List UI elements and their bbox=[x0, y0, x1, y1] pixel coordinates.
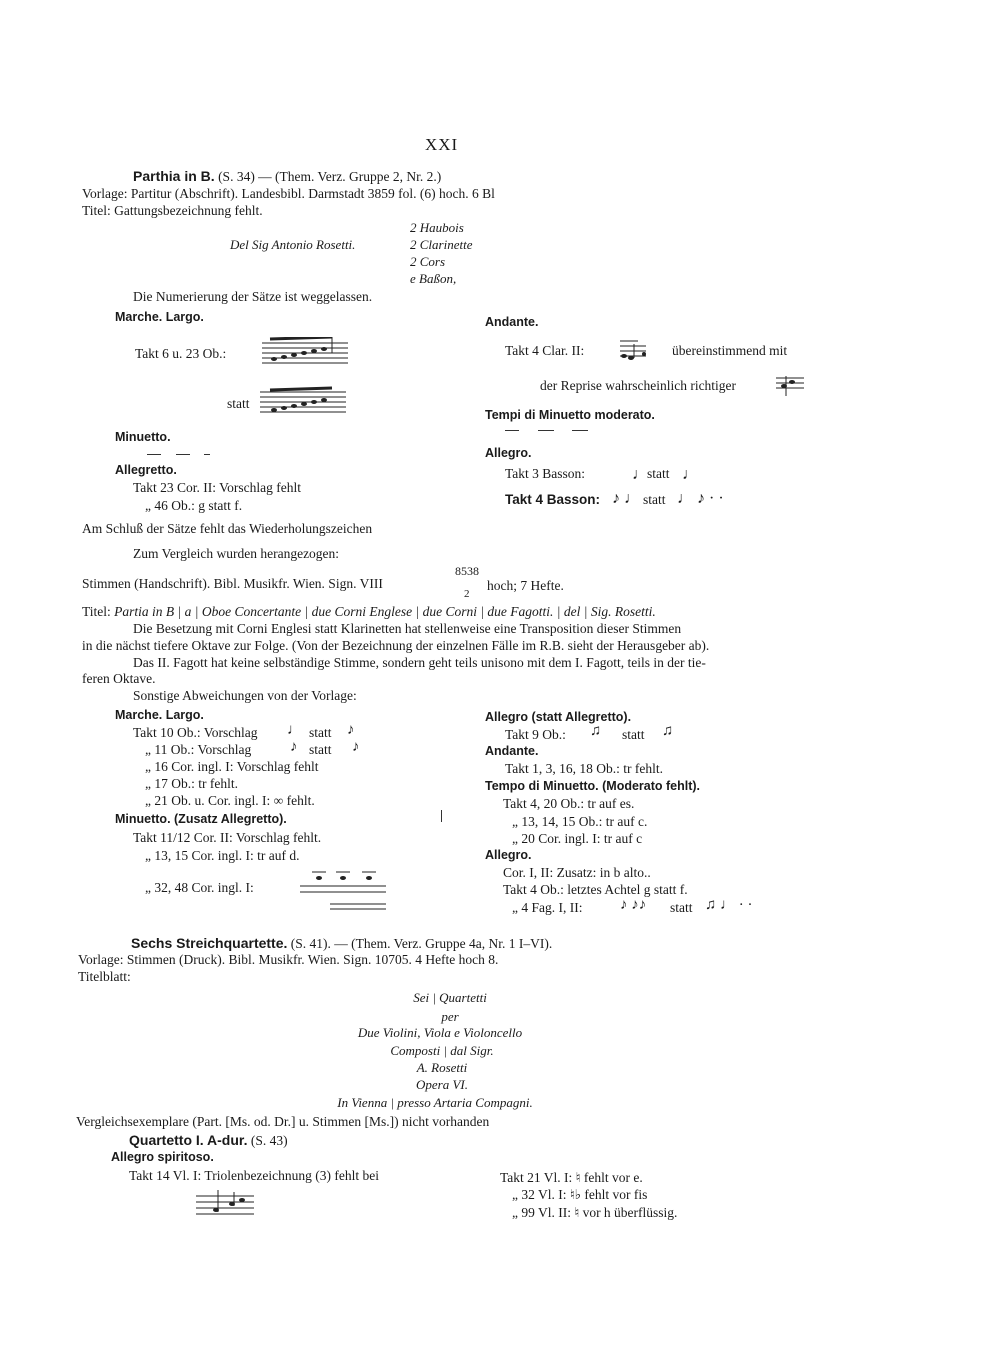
music-notation-excerpt bbox=[262, 337, 348, 369]
note-glyph: ♪ ♪♪ bbox=[620, 897, 647, 913]
lc-line-2: „ 11 Ob.: Vorschlag bbox=[145, 742, 252, 757]
composer-line: Del Sig Antonio Rosetti. bbox=[230, 237, 356, 252]
rc-takt9: Takt 9 Ob.: bbox=[505, 727, 566, 742]
andante-line-1: Takt 4 Clar. II: bbox=[505, 343, 585, 358]
sechs-right-line-1: Takt 21 Vl. I: ♮ fehlt vor e. bbox=[500, 1170, 643, 1185]
note-glyph: ♩ bbox=[287, 722, 302, 738]
sign-numerator: 8538 bbox=[455, 564, 479, 578]
dash bbox=[204, 454, 210, 455]
dash bbox=[147, 454, 161, 455]
parthia-title: Parthia in B. bbox=[133, 168, 215, 184]
rc-allegro-heading: Allegro. bbox=[485, 848, 532, 862]
dash bbox=[505, 430, 519, 431]
tempi-heading: Tempi di Minuetto moderato. bbox=[485, 408, 655, 422]
title-line-3: Due Violini, Viola e Violoncello bbox=[357, 1025, 523, 1040]
takt-6-23: Takt 6 u. 23 Ob.: bbox=[135, 346, 227, 361]
statt-label: statt bbox=[227, 396, 250, 411]
stimmen-rest: hoch; 7 Hefte. bbox=[487, 578, 564, 593]
vergleich-titel bbox=[82, 604, 656, 620]
allegro-line-1: Takt 3 Basson: bbox=[505, 466, 586, 481]
sechs-right-line-2: „ 32 Vl. I: ♮♭ fehlt vor fis bbox=[512, 1187, 648, 1202]
music-notation-excerpt bbox=[772, 372, 806, 398]
dash bbox=[176, 454, 190, 455]
lc-min-line-1: Takt 11/12 Cor. II: Vorschlag fehlt. bbox=[133, 830, 322, 845]
rc-andante-line: Takt 1, 3, 16, 18 Ob.: tr fehlt. bbox=[505, 761, 664, 776]
instrument-3: 2 Cors bbox=[410, 254, 446, 269]
dash bbox=[538, 430, 554, 431]
music-notation-excerpt bbox=[196, 1186, 256, 1220]
rc-allegro-line-3: „ 4 Fag. I, II: bbox=[512, 900, 583, 915]
sechs-title-rest: (S. 41). — (Them. Verz. Gruppe 4a, Nr. 1 I–VI). bbox=[290, 936, 553, 951]
instrument-2: 2 Clarinette bbox=[410, 237, 473, 252]
titel-text: Partia in B | a | Oboe Concertante | due Corni Englese | due Corni | due Fagotti. | del | Sig. Rosetti. bbox=[114, 604, 656, 619]
rc-allegro-statt: Allegro (statt Allegretto). bbox=[485, 710, 632, 724]
allegretto-line-2: „ 46 Ob.: g statt f. bbox=[145, 498, 243, 513]
quartetto-rest: (S. 43) bbox=[250, 1133, 288, 1148]
rc-andante-heading: Andante. bbox=[485, 744, 539, 758]
allegro-line-2-statt: statt bbox=[643, 492, 666, 507]
andante-line-1-rest: übereinstimmend mit bbox=[672, 343, 788, 358]
vergleich-intro: Zum Vergleich wurden herangezogen: bbox=[133, 546, 340, 561]
lc-line-1: Takt 10 Ob.: Vorschlag bbox=[133, 725, 258, 740]
quartetto-heading bbox=[129, 1132, 288, 1149]
lc-minuetto-heading: Minuetto. (Zusatz Allegretto). bbox=[115, 812, 287, 826]
allegretto-line-1: Takt 23 Cor. II: Vorschlag fehlt bbox=[133, 480, 302, 495]
allegro-spiritoso: Allegro spiritoso. bbox=[111, 1150, 214, 1164]
minuetto-heading: Minuetto. bbox=[115, 430, 171, 444]
lc-statt-2: statt bbox=[309, 742, 332, 757]
lc-line-5: „ 21 Ob. u. Cor. ingl. I: ∞ fehlt. bbox=[145, 793, 315, 808]
rc-tempo-line-2: „ 13, 14, 15 Ob.: tr auf c. bbox=[512, 814, 648, 829]
instrument-1: 2 Haubois bbox=[410, 220, 464, 235]
lc-min-line-3: „ 32, 48 Cor. ingl. I: bbox=[145, 880, 254, 895]
note-glyph: ♩ bbox=[632, 466, 648, 483]
sign-denominator: 2 bbox=[464, 588, 470, 600]
title-line-5: A. Rosetti bbox=[416, 1060, 468, 1075]
parthia-heading bbox=[133, 168, 441, 185]
allegro-line-2: Takt 4 Basson: bbox=[505, 492, 601, 507]
sechs-heading-line bbox=[131, 935, 552, 952]
sonstige-line: Sonstige Abweichungen von der Vorlage: bbox=[133, 688, 357, 703]
rc-tempo-line-1: Takt 4, 20 Ob.: tr auf es. bbox=[503, 796, 635, 811]
sechs-vorlage: Vorlage: Stimmen (Druck). Bibl. Musikfr. Wien. Sign. 10705. 4 Hefte hoch 8. bbox=[78, 952, 499, 967]
paragraph-2-line-1: Das II. Fagott hat keine selbständige Stimme, sondern geht teils unisono mit dem I. Fagott, teils in der tie- bbox=[133, 655, 706, 670]
allegro-heading: Allegro. bbox=[485, 446, 532, 460]
title-line-7: In Vienna | presso Artaria Compagni. bbox=[337, 1095, 533, 1110]
schluss-note: Am Schluß der Sätze fehlt das Wiederholungszeichen bbox=[82, 521, 373, 536]
paragraph-2-line-2: feren Oktave. bbox=[82, 671, 156, 686]
allegretto-heading: Allegretto. bbox=[115, 463, 177, 477]
dash bbox=[572, 430, 588, 431]
music-notation-excerpt bbox=[300, 868, 386, 912]
lc-marche-heading: Marche. Largo. bbox=[115, 708, 204, 722]
vergleichsexemplare: Vergleichsexemplare (Part. [Ms. od. Dr.] u. Stimmen [Ms.]) nicht vorhanden bbox=[76, 1114, 490, 1129]
instrument-4: e Baßon, bbox=[410, 271, 457, 286]
title-line-4: Composti | dal Sigr. bbox=[390, 1043, 494, 1058]
sechs-left-line: Takt 14 Vl. I: Triolenbezeichnung (3) fehlt bei bbox=[129, 1168, 380, 1183]
rc-allegro-line-2: Takt 4 Ob.: letztes Achtel g statt f. bbox=[503, 882, 688, 897]
andante-line-2: der Reprise wahrscheinlich richtiger bbox=[540, 378, 737, 393]
page-number: XXI bbox=[425, 135, 459, 154]
note-glyph: ♪ bbox=[352, 739, 360, 755]
note-glyph: ♫ bbox=[590, 723, 602, 739]
rc-statt-2: statt bbox=[670, 900, 693, 915]
title-line-1: Sei | Quartetti bbox=[413, 990, 487, 1005]
parthia-title-rest: (S. 34) — (Them. Verz. Gruppe 2, Nr. 2.) bbox=[218, 169, 442, 184]
allegro-line-1-statt: statt bbox=[647, 466, 670, 481]
note-glyph: ♪ ♩ bbox=[612, 490, 640, 507]
music-notation-excerpt bbox=[260, 386, 346, 418]
sechs-right-line-3: „ 99 Vl. II: ♮ vor h überflüssig. bbox=[512, 1205, 678, 1220]
stimmen-line: Stimmen (Handschrift). Bibl. Musikfr. Wien. Sign. VIII bbox=[82, 576, 383, 591]
column-divider bbox=[441, 810, 442, 822]
sechs-titelblatt: Titelblatt: bbox=[78, 969, 131, 984]
marche-largo-heading: Marche. Largo. bbox=[115, 310, 204, 324]
paragraph-1-line-2: in die nächst tiefere Oktave zur Folge. (Von der Bezeichnung der einzelnen Fälle im R.B. sieht der Herausgeber ab). bbox=[82, 638, 710, 653]
note-glyph: ♪ bbox=[347, 722, 355, 738]
lc-line-4: „ 17 Ob.: tr fehlt. bbox=[145, 776, 238, 791]
rc-allegro-line-1: Cor. I, II: Zusatz: in b alto.. bbox=[503, 865, 651, 880]
quartetto-title: Quartetto I. A-dur. bbox=[129, 1132, 248, 1148]
numbering-note: Die Numerierung der Sätze ist weggelassen. bbox=[133, 289, 373, 304]
note-glyph: ♫ ♩ · · bbox=[705, 897, 753, 913]
sechs-title: Sechs Streichquartette. bbox=[131, 935, 288, 951]
lc-statt-1: statt bbox=[309, 725, 332, 740]
rc-statt: statt bbox=[622, 727, 645, 742]
paragraph-1-line-1: Die Besetzung mit Corni Englesi statt Klarinetten hat stellenweise eine Transposition dieser Stimmen bbox=[133, 621, 682, 636]
andante-heading: Andante. bbox=[485, 315, 539, 329]
rc-tempo-line-3: „ 20 Cor. ingl. I: tr auf c bbox=[512, 831, 643, 846]
title-line-6: Opera VI. bbox=[416, 1077, 468, 1092]
lc-line-3: „ 16 Cor. ingl. I: Vorschlag fehlt bbox=[145, 759, 319, 774]
note-glyph: ♩ bbox=[682, 466, 698, 483]
parthia-titel: Titel: Gattungsbezeichnung fehlt. bbox=[82, 203, 263, 218]
music-notation-excerpt bbox=[616, 338, 650, 364]
note-glyph: ♪ bbox=[290, 739, 298, 755]
note-glyph: ♩ ♪ · · bbox=[677, 490, 724, 507]
rc-tempo-heading: Tempo di Minuetto. (Moderato fehlt). bbox=[485, 779, 701, 793]
lc-min-line-2: „ 13, 15 Cor. ingl. I: tr auf d. bbox=[145, 848, 300, 863]
note-glyph: ♫ bbox=[662, 723, 674, 739]
parthia-vorlage: Vorlage: Partitur (Abschrift). Landesbibl. Darmstadt 3859 fol. (6) hoch. 6 Bl bbox=[82, 186, 495, 201]
titel-label: Titel: bbox=[82, 604, 111, 619]
title-line-2: per bbox=[441, 1009, 459, 1024]
